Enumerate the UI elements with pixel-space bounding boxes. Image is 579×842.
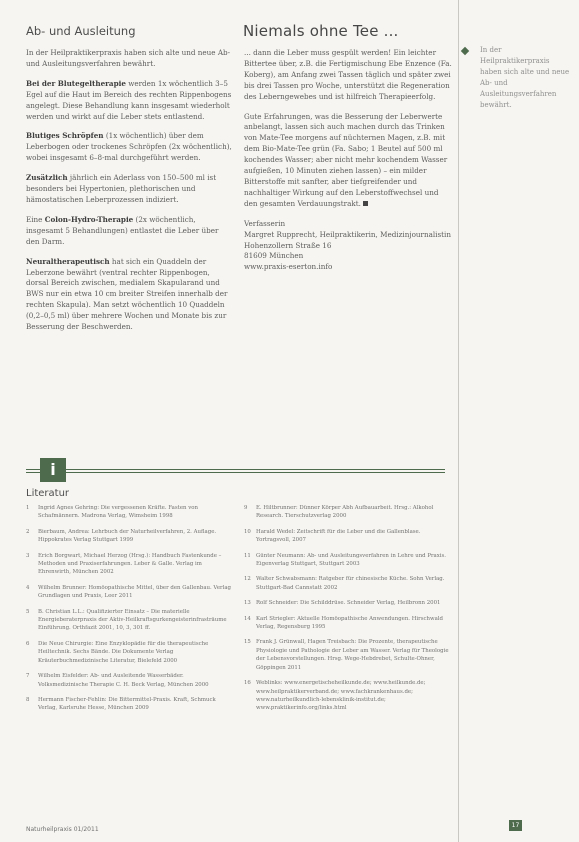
paragraph-text: (2x wöchentlich, insgesamt 5 Behandlungen) entlastet die Leber über den Darm. [26, 214, 219, 246]
paragraph [26, 79, 232, 123]
paragraph-text: Gute Erfahrungen, was die Besserung der Leberwerte anbelangt, lassen sich auch machen durch das Trinken von Mate-Tee morgens auf nüchternen Magen, z.B. mit dem Bio-Mate-Tee grün (Fa. Sabo; 1 Beutel auf 500 ml kochendes Wasser; aber nicht mehr kochendem Wasser aufgießen, 10 Minuten ziehen lassen) – ein milder Bitterstoffe mit sanfter, aber tiefgreifender und nachhaltiger Wirkung auf den Leberstoffwechsel und den gesamten Verdauungstrakt. [244, 111, 448, 208]
reference-item [26, 504, 234, 521]
reference-text: Frank J. Grünwall, Hagen Treisbach: Die Prozente, therapeutische Physiologie und Pathologie der Leber am Wasser. Verlag für Theologie der Lebensvorstellungen. Hrsg. Wege-Hebdrebet, Schulte-Ohner, Göppingen 2011 [256, 639, 449, 671]
reference-number: 8 [26, 696, 30, 703]
reference-number: 10 [244, 528, 251, 535]
paragraph-text: (1x wöchentlich) über dem Leberbogen oder trockenes Schröpfen (2x wöchentlich), wobei insgesamt 6–8-mal durchgeführt werden. [26, 131, 232, 163]
reference-number: 12 [244, 576, 251, 583]
reference-text: Günter Neumann: Ab- und Ausleitungsverfahren in Lehre und Praxis. Eigenverlag Stuttgart, Stuttgart 2003 [256, 552, 447, 568]
right-column-body [244, 48, 452, 273]
reference-item [244, 615, 454, 632]
reference-text: Hermann Fischer-Fehlin: Die Bittermittel-Praxis. Kraft, Schmuck Verlag, Karlsruhe Hesse, München 2009 [38, 696, 216, 712]
paragraph-text: hat sich ein Quaddeln der Leberzone bewährt (ventral rechter Rippenbogen, dorsal Bereich zwischen, medialem Skapularand und BWS nur ein etwa 10 cm breiter Streifen innerhalb der rechten Skapula). Man setzt wöchentlich 10 Quaddeln (0,2–0,5 ml) über mehrere Wochen und Monate bis zur Besserung der Beschwerden. [26, 256, 228, 332]
paragraph [26, 131, 232, 164]
references-left-column [26, 504, 234, 720]
reference-number: 2 [26, 528, 30, 535]
right-column-heading: Niemals ohne Tee ... [243, 22, 399, 40]
reference-text: Die Neue Chirurgie: Eine Enzyklopädie für die therapeutische Heiltechnik. Sechs Bände. Die Dokumente Verlag Kräuterbuchmedizinische Literatur, Bielefeld 2000 [38, 640, 209, 664]
paragraph-lead: Bei der Blutegeltherapie [26, 78, 126, 88]
paragraph-lead: Blutiges Schröpfen [26, 131, 104, 141]
reference-number: 13 [244, 600, 251, 607]
reference-number: 16 [244, 680, 251, 687]
paragraph-text: werden 1x wöchentlich 3–5 Egel auf die Haut im Bereich des rechten Rippenbogens angelegt. Diese Behandlung kann insgesamt wiederholt werden und wirkt auf die Leber stets entlastend. [26, 78, 232, 121]
reference-item [26, 672, 234, 689]
author-website: www.praxis-eserton.info [244, 262, 333, 272]
reference-text: Harald Wedel: Zeitschrift für die Leber und die Gallenblase. Yortragsvoll, 2007 [256, 528, 421, 544]
author-label: Verfasserin [244, 218, 286, 228]
end-of-article-mark-icon [363, 201, 368, 206]
paragraph-lead: Colon-Hydro-Therapie [44, 214, 134, 224]
reference-number: 14 [244, 615, 251, 622]
reference-item [244, 528, 454, 545]
literature-heading: Literatur [26, 488, 70, 499]
paragraph-lead: Neuraltherapeutisch [26, 256, 110, 266]
reference-item [244, 552, 454, 569]
reference-text: Wilhelm Eisfelder: Ab- und Ausleitende Wasserbäder. Volksmedizinische Therapie C. H. Beck Verlag, München 2000 [38, 673, 209, 688]
info-divider [26, 472, 445, 473]
author-block [244, 219, 452, 274]
left-column-body [26, 48, 232, 342]
paragraph: In der Heilpraktikerpraxis haben sich alte und neue Ab- und Ausleitungsverfahren bewährt. [26, 48, 231, 68]
reference-number: 7 [26, 673, 30, 680]
reference-number: 6 [26, 640, 30, 647]
reference-text: Wilhelm Brunner: Homöopathische Mittel, über den Gallenbau. Verlag Grundlagen und Praxis, Leer 2011 [38, 584, 231, 600]
reference-item [244, 638, 454, 672]
reference-item [26, 640, 234, 665]
reference-text: Karl Striegler: Aktuelle Homöopathische Anwendungen. Hirschwald Verlag, Regensburg 1995 [256, 615, 443, 631]
paragraph-text: Eine [26, 214, 45, 224]
sidebar-pull-quote: In der Heilpraktikerpraxis haben sich alte und neue Ab- und Ausleitungsverfahren bewährt. [480, 46, 570, 109]
info-divider [26, 469, 445, 470]
left-column-heading: Ab- und Ausleitung [26, 24, 136, 38]
reference-number: 11 [244, 552, 251, 559]
reference-item [26, 584, 234, 601]
reference-number: 3 [26, 552, 30, 559]
reference-text: E. Hiltbrunner: Dünner Körper Abh Aufbauarbeit. Hrsg.: Alkohol Research. Tierschutzverlag 2000 [256, 505, 434, 520]
reference-item [26, 552, 234, 577]
paragraph-lead: Zusätzlich [26, 173, 68, 183]
info-icon: i [40, 458, 66, 482]
reference-text: Erich Borgwart, Michael Herzog (Hrsg.): Handbuch Fastenkunde – Methoden und Praxiserfahrungen. Leber & Galle. Verlag im Ehrenwirth, München 2002 [38, 552, 222, 576]
paragraph [244, 112, 452, 210]
paragraph [26, 173, 232, 206]
paragraph [26, 257, 232, 333]
reference-text: Rolf Schneider: Die Schilddrüse. Schneider Verlag, Heilbronn 2001 [256, 600, 441, 607]
reference-text: Ingrid Agnes Gehring: Die vergessenen Kräfte. Fasten von Schafmännern. Madrona Verlag, Wimsheim 1998 [38, 505, 198, 520]
reference-item [26, 696, 234, 713]
reference-number: 1 [26, 505, 30, 511]
page-number: 17 [509, 820, 522, 831]
paragraph: ... dann die Leber muss gespült werden! Ein leichter Bittertee über, z.B. die Fertigmischung Ebe Enzence (Fa. Koberg), am Anfang zwei Tassen täglich und später zwei bis drei Tassen pro Woche, unterstützt die Regeneration des Leberngewebes und ist hilfreich Therapieerfolg. [244, 48, 452, 101]
reference-text: Weblinks: www.energetischeheilkunde.de; www.heilkunde.de; www.heilpraktikerverband.de; www.fachkrankenhaus.de; www.naturheilkundlich-lebensklinik-institut.de; www.praktikerinfo.org/links.html [256, 680, 426, 712]
reference-text: Walter Schwabsmann: Ratgeber für chinesische Küche. Sohn Verlag. Stuttgart-Bad Cannstatt 2002 [256, 576, 445, 591]
reference-number: 15 [244, 639, 251, 646]
paragraph [26, 215, 232, 248]
reference-text: B. Christian L.L.: Qualifizierter Einsatz – Die materielle Energieberaterpraxis der Aktiv-Heilkraftsgurkengeisterinfrasträume Einführung. Orthfazit 2001, 10, 3, 301 ff. [38, 608, 227, 632]
author-name: Margret Rupprecht, Heilpraktikerin, Medizinjournalistin [244, 229, 451, 239]
author-city: 81609 München [244, 251, 304, 261]
reference-item [244, 575, 454, 592]
right-sidebar [458, 0, 579, 842]
reference-text: Bierbaum, Andrea: Lehrbuch der Naturheilverfahren, 2. Auflage. Hippokrates Verlag Stuttgart 1999 [38, 528, 217, 544]
reference-item [26, 528, 234, 545]
author-street: Hohenzollern Straße 16 [244, 240, 332, 250]
references-right-column [244, 504, 454, 720]
reference-number: 4 [26, 584, 30, 591]
reference-number: 9 [244, 505, 248, 511]
reference-number: 5 [26, 608, 30, 615]
reference-item [244, 599, 454, 607]
paragraph-text: jährlich ein Aderlass von 150–500 ml ist besonders bei Hypertonien, plethorischen und hämostatischen Leberprozessen indiziert. [26, 173, 217, 204]
footer-publication: Naturheilpraxis 01/2011 [26, 826, 99, 833]
reference-item [244, 679, 454, 713]
reference-item [244, 504, 454, 521]
reference-item [26, 608, 234, 633]
